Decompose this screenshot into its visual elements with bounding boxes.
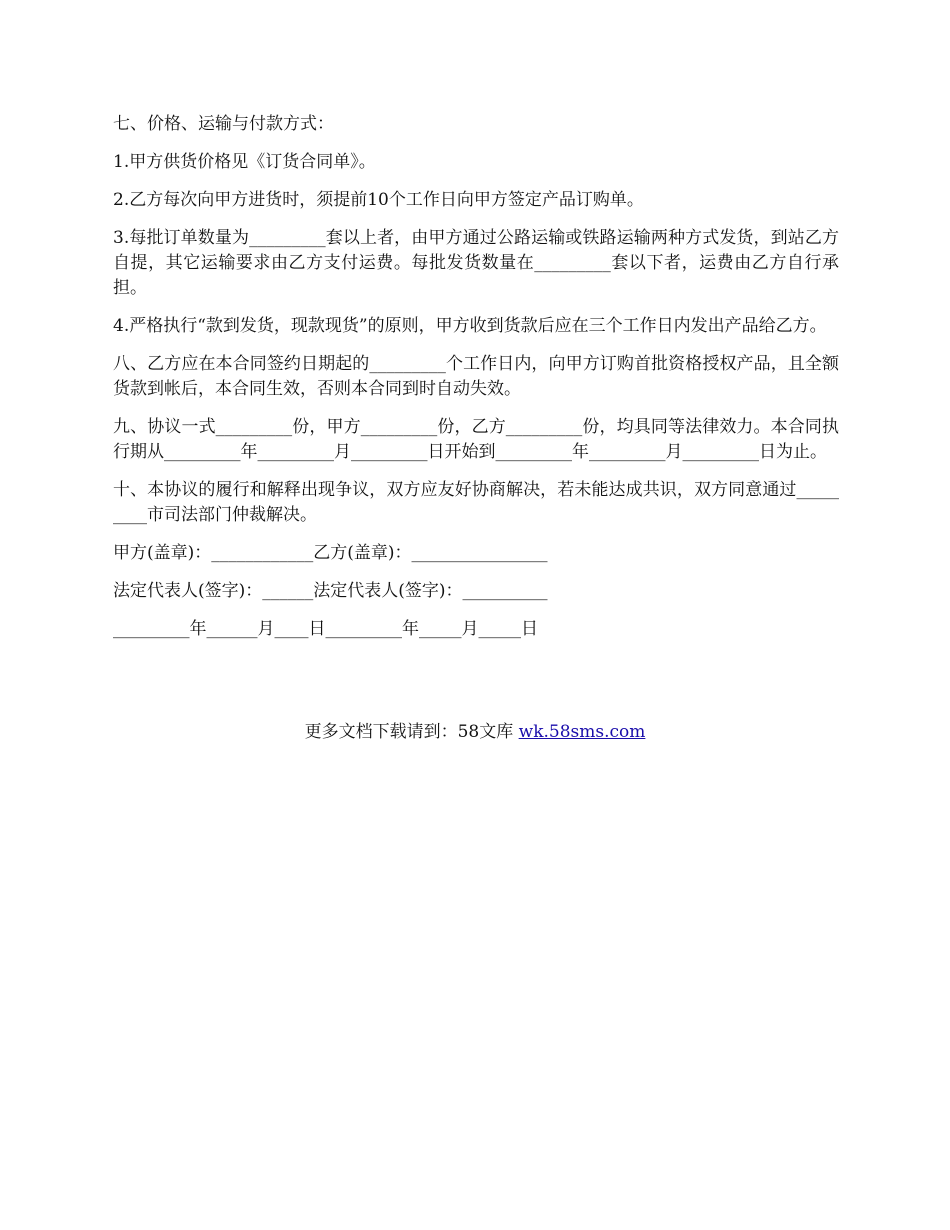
section-8: 八、乙方应在本合同签约日期起的_________个工作日内，向甲方订购首批资格授权产品，且全额货款到帐后，本合同生效，否则本合同到时自动失效。 <box>113 354 839 399</box>
clause-7-4: 4.严格执行“款到发货，现款现货”的原则，甲方收到货款后应在三个工作日内发出产品给乙方。 <box>113 316 827 336</box>
section-9: 九、协议一式_________份，甲方_________份，乙方_________份，均具同等法律效力。本合同执行期从_________年_________月_________日开始到_________年_________月_________日为止。 <box>113 417 839 462</box>
signature-seal-line: 甲方(盖章)：____________乙方(盖章)：________________ <box>113 543 548 563</box>
signature-date-line: _________年______月____日_________年_____月_____日 <box>113 619 538 639</box>
clause-7-1: 1.甲方供货价格见《订货合同单》。 <box>113 152 376 172</box>
signature-representative-line: 法定代表人(签字)：______法定代表人(签字)：__________ <box>113 581 548 601</box>
footer-link[interactable]: wk.58sms.com <box>518 722 646 742</box>
download-footer <box>0 720 950 745</box>
section-7-heading: 七、价格、运输与付款方式： <box>113 114 334 134</box>
clause-7-2: 2.乙方每次向甲方进货时，须提前10个工作日向甲方签定产品订购单。 <box>113 190 644 210</box>
footer-text: 更多文档下载请到：58文库 <box>304 722 519 742</box>
document-body <box>113 112 839 655</box>
section-10: 十、本协议的履行和解释出现争议，双方应友好协商解决，若未能达成共识，双方同意通过_________市司法部门仲裁解决。 <box>113 480 839 525</box>
clause-7-3: 3.每批订单数量为_________套以上者，由甲方通过公路运输或铁路运输两种方式发货，到站乙方自提，其它运输要求由乙方支付运费。每批发货数量在_________套以下者，运费由乙方自行承担。 <box>113 228 839 298</box>
